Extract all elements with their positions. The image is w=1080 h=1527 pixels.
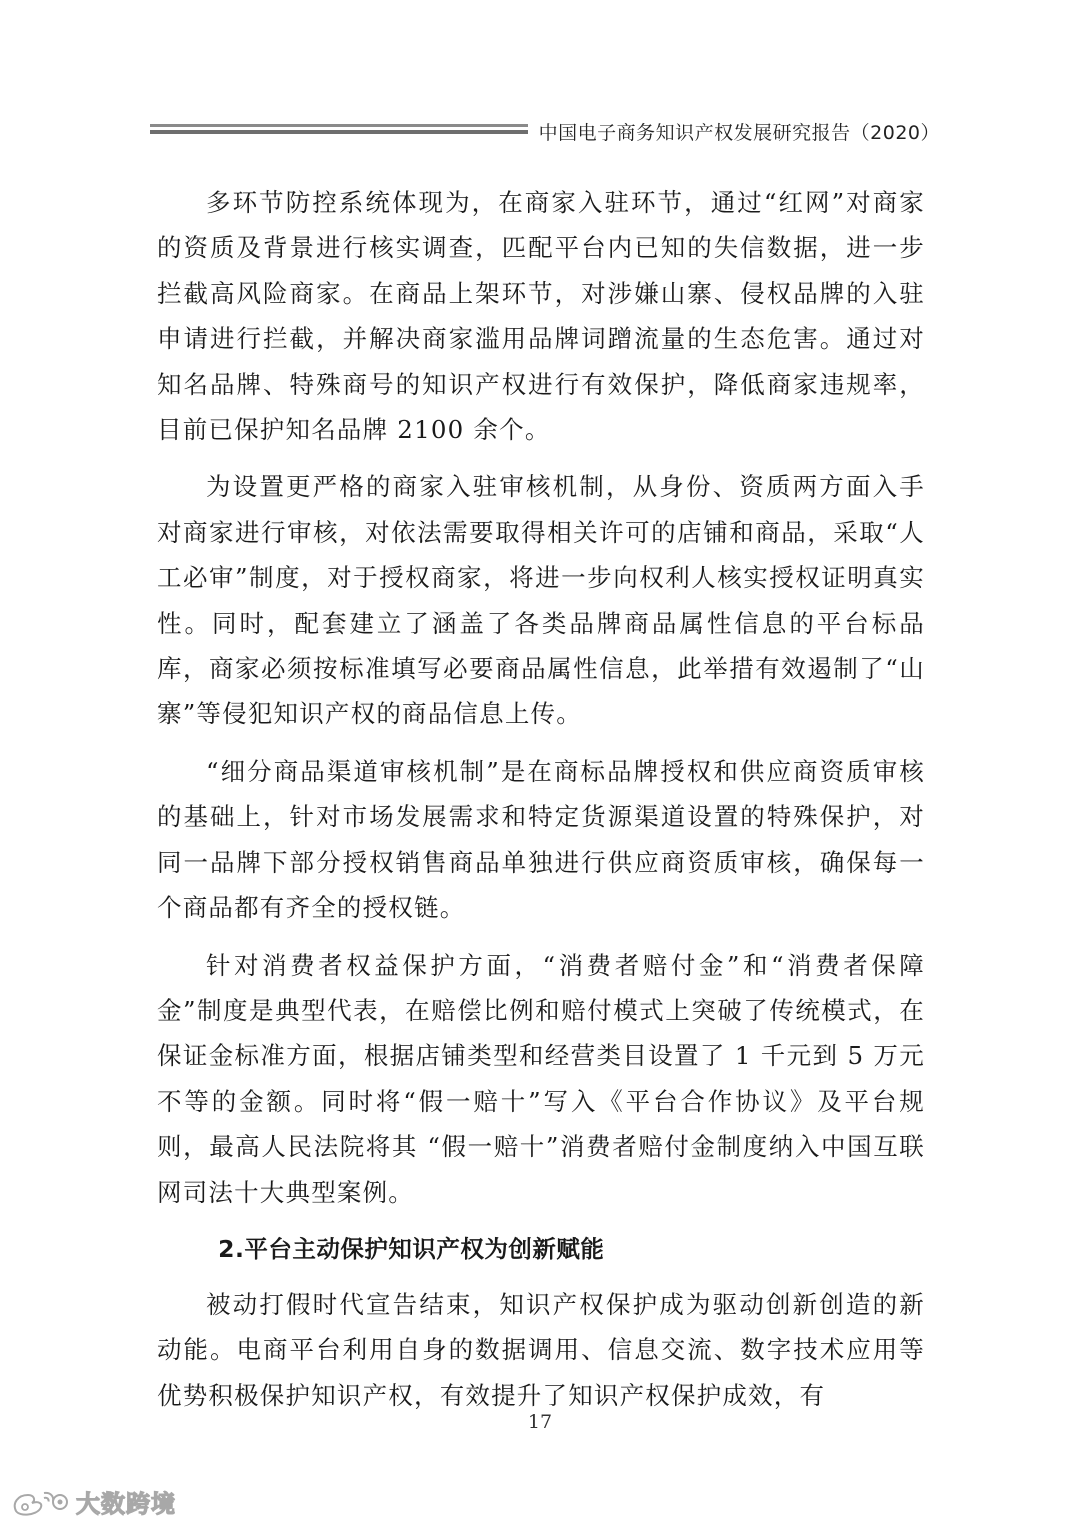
running-header — [150, 112, 940, 152]
paragraph-3: “细分商品渠道审核机制”是在商标品牌授权和供应商资质审核的基础上，针对市场发展需求和特定货源渠道设置的特殊保护，对同一品牌下部分授权销售商品单独进行供应商资质审核，确保每一个商品都有齐全的授权链。 — [157, 756, 925, 923]
paragraph-1: 多环节防控系统体现为，在商家入驻环节，通过“红网”对商家的资质及背景进行核实调查，匹配平台内已知的失信数据，进一步拦截高风险商家。在商品上架环节，对涉嫌山寨、侵权品牌的入驻申请进行拦截，并解决商家滥用品牌词蹭流量的生态危害。通过对知名品牌、特殊商号的知识产权进行有效保护，降低商家违规率，目前已保护知名品牌 2100 余个。 — [157, 188, 925, 445]
page-number: 17 — [527, 1411, 553, 1433]
paragraph-4: 针对消费者权益保护方面，“消费者赔付金”和“消费者保障金”制度是典型代表，在赔偿比例和赔付模式上突破了传统模式，在保证金标准方面，根据店铺类型和经营类目设置了 1 千元到 5 万元不等的金额。同时将“假一赔十”写入《平台合作协议》及平台规则，最高人民法院将其 “假一赔十”消费者赔付金制度纳入中国互联网司法十大典型案例。 — [157, 950, 925, 1207]
page-body — [157, 180, 925, 1430]
header-decorative-rule — [150, 124, 528, 137]
section-heading: 2.平台主动保护知识产权为创新赋能 — [218, 1234, 605, 1263]
section-paragraph: 被动打假时代宣告结束，知识产权保护成为驱动创新创造的新动能。电商平台利用自身的数据调用、信息交流、数字技术应用等优势积极保护知识产权，有效提升了知识产权保护成效，有 — [157, 1289, 925, 1410]
watermark-text: 大数跨境 — [76, 1490, 176, 1518]
header-title: 中国电子商务知识产权发展研究报告（2020） — [538, 122, 940, 144]
paragraph-2: 为设置更严格的商家入驻审核机制，从身份、资质两方面入手对商家进行审核，对依法需要取得相关许可的店铺和商品，采取“人工必审”制度，对于授权商家，将进一步向权利人核实授权证明真实性。同时，配套建立了涵盖了各类品牌商品属性信息的平台标品库，商家必须按标准填写必要商品属性信息，此举措有效遏制了“山寨”等侵犯知识产权的商品信息上传。 — [157, 472, 925, 729]
watermark — [10, 1484, 176, 1519]
weibo-logo-icon — [10, 1487, 70, 1517]
